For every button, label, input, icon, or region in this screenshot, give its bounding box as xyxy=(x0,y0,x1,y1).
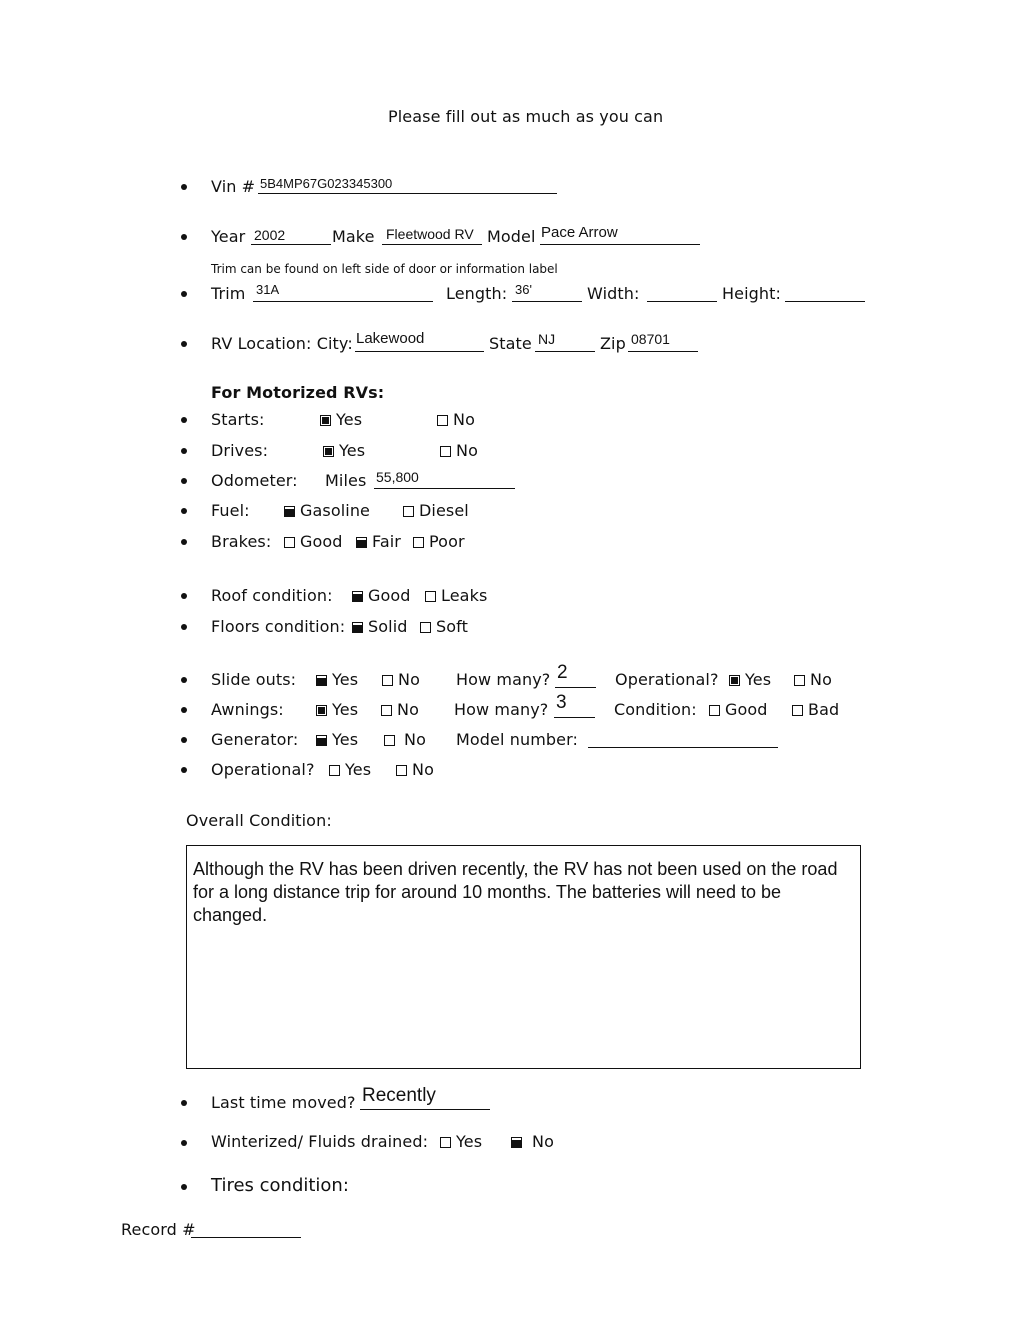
awnings-yes-option[interactable] xyxy=(316,700,358,719)
bullet xyxy=(181,508,187,514)
generator-label: Generator: xyxy=(211,730,299,749)
option-label: Solid xyxy=(368,617,408,636)
option-label: Yes xyxy=(332,700,359,719)
option-label: Yes xyxy=(336,410,363,429)
width-label: Width: xyxy=(587,284,640,303)
option-label: Yes xyxy=(332,730,359,749)
option-label: Good xyxy=(300,532,343,551)
last-moved-underline xyxy=(360,1109,490,1110)
overall-condition-textarea[interactable]: Although the RV has been driven recently, the RV has not been used on the road for a long distance trip for around 10 months. The batteries will need to be changed. xyxy=(186,845,861,1069)
height-label: Height: xyxy=(722,284,781,303)
slide-outs-no-option[interactable] xyxy=(382,670,420,689)
vin-underline xyxy=(258,193,557,194)
roof-good-option[interactable] xyxy=(352,586,411,605)
generator-model-label: Model number: xyxy=(456,730,578,749)
state-underline xyxy=(535,351,595,352)
generator-operational-no-option[interactable] xyxy=(396,760,434,779)
tires-condition-label: Tires condition: xyxy=(211,1175,349,1196)
length-field[interactable]: 36' xyxy=(515,282,532,297)
brakes-poor-option[interactable] xyxy=(413,532,465,551)
state-label: State xyxy=(489,334,532,353)
trim-field[interactable]: 31A xyxy=(256,282,280,297)
roof-label: Roof condition: xyxy=(211,586,333,605)
starts-label: Starts: xyxy=(211,410,265,429)
drives-no-option[interactable] xyxy=(440,441,478,460)
bullet xyxy=(181,539,187,545)
trim-underline xyxy=(253,301,433,302)
awnings-condition-bad-option[interactable] xyxy=(792,700,839,719)
checkbox-empty-icon[interactable] xyxy=(381,705,392,716)
option-label: No xyxy=(398,670,420,689)
winterized-no-option[interactable] xyxy=(511,1132,554,1151)
option-label: Yes xyxy=(745,670,772,689)
city-field[interactable]: Lakewood xyxy=(356,330,425,347)
checkbox-empty-icon[interactable] xyxy=(396,765,407,776)
make-label: Make xyxy=(332,227,375,246)
slide-outs-operational-label: Operational? xyxy=(615,670,719,689)
bullet xyxy=(181,1140,187,1146)
checkbox-empty-icon[interactable] xyxy=(403,506,414,517)
bullet xyxy=(181,234,187,240)
slide-outs-how-many-label: How many? xyxy=(456,670,551,689)
checkbox-empty-icon[interactable] xyxy=(382,675,393,686)
vin-label: Vin # xyxy=(211,177,256,196)
option-label: No xyxy=(810,670,832,689)
awnings-how-many-underline xyxy=(554,717,595,718)
last-moved-field[interactable]: Recently xyxy=(362,1085,436,1106)
option-label: Fair xyxy=(372,532,401,551)
bullet xyxy=(181,1100,187,1106)
option-label: Yes xyxy=(339,441,366,460)
slide-outs-how-many-field[interactable]: 2 xyxy=(557,662,568,683)
slide-outs-yes-option[interactable] xyxy=(316,670,358,689)
checkbox-empty-icon[interactable] xyxy=(284,537,295,548)
record-field[interactable] xyxy=(191,1237,301,1238)
odometer-underline xyxy=(374,488,515,489)
option-label: No xyxy=(453,410,475,429)
checkbox-empty-icon[interactable] xyxy=(709,705,720,716)
length-underline xyxy=(512,301,582,302)
year-label: Year xyxy=(211,227,246,246)
drives-yes-option[interactable] xyxy=(323,441,365,460)
model-field[interactable]: Pace Arrow xyxy=(541,224,618,241)
slide-outs-how-many-underline xyxy=(555,687,596,688)
option-label: Leaks xyxy=(441,586,488,605)
bullet xyxy=(181,478,187,484)
last-moved-label: Last time moved? xyxy=(211,1093,356,1112)
checkbox-empty-icon[interactable] xyxy=(329,765,340,776)
checkbox-checked-icon[interactable] xyxy=(316,705,327,716)
city-underline xyxy=(355,351,484,352)
awnings-condition-label: Condition: xyxy=(614,700,697,719)
checkbox-empty-icon[interactable] xyxy=(794,675,805,686)
checkbox-checked-icon[interactable] xyxy=(316,735,327,746)
brakes-fair-option[interactable] xyxy=(356,532,401,551)
bullet xyxy=(181,291,187,297)
record-label: Record # xyxy=(121,1220,196,1239)
slide-outs-operational-no-option[interactable] xyxy=(794,670,832,689)
bullet xyxy=(181,767,187,773)
option-label: Yes xyxy=(332,670,359,689)
fuel-label: Fuel: xyxy=(211,501,250,520)
state-field[interactable]: NJ xyxy=(538,331,556,347)
option-label: No xyxy=(456,441,478,460)
odometer-field[interactable]: 55,800 xyxy=(376,469,419,485)
brakes-label: Brakes: xyxy=(211,532,272,551)
bullet xyxy=(181,417,187,423)
checkbox-empty-icon[interactable] xyxy=(420,622,431,633)
model-label: Model xyxy=(487,227,536,246)
option-label: Diesel xyxy=(419,501,469,520)
make-field[interactable]: Fleetwood RV xyxy=(386,226,474,242)
option-label: Soft xyxy=(436,617,468,636)
option-label: No xyxy=(404,730,426,749)
floors-label: Floors condition: xyxy=(211,617,346,636)
zip-label: Zip xyxy=(600,334,626,353)
generator-no-option[interactable] xyxy=(384,730,426,749)
option-label: Yes xyxy=(345,760,372,779)
generator-operational-yes-option[interactable] xyxy=(329,760,371,779)
checkbox-checked-icon[interactable] xyxy=(352,622,363,633)
checkbox-empty-icon[interactable] xyxy=(440,446,451,457)
bullet xyxy=(181,593,187,599)
generator-yes-option[interactable] xyxy=(316,730,358,749)
option-label: Good xyxy=(368,586,411,605)
make-underline xyxy=(382,244,482,245)
awnings-no-option[interactable] xyxy=(381,700,419,719)
odometer-label: Odometer: xyxy=(211,471,298,490)
awnings-how-many-label: How many? xyxy=(454,700,549,719)
checkbox-empty-icon[interactable] xyxy=(425,591,436,602)
roof-leaks-option[interactable] xyxy=(425,586,487,605)
option-label: Gasoline xyxy=(300,501,371,520)
checkbox-empty-icon[interactable] xyxy=(440,1137,451,1148)
winterized-label: Winterized/ Fluids drained: xyxy=(211,1132,429,1151)
option-label: No xyxy=(532,1132,554,1151)
winterized-yes-option[interactable] xyxy=(440,1132,482,1151)
checkbox-checked-icon[interactable] xyxy=(323,446,334,457)
checkbox-empty-icon[interactable] xyxy=(792,705,803,716)
awnings-label: Awnings: xyxy=(211,700,284,719)
checkbox-empty-icon[interactable] xyxy=(437,415,448,426)
height-field[interactable] xyxy=(785,301,865,302)
zip-field[interactable]: 08701 xyxy=(631,331,670,347)
year-field[interactable]: 2002 xyxy=(254,227,286,243)
awnings-how-many-field[interactable]: 3 xyxy=(556,692,567,713)
fuel-diesel-option[interactable] xyxy=(403,501,469,520)
year-underline xyxy=(251,244,331,245)
brakes-good-option[interactable] xyxy=(284,532,343,551)
miles-label: Miles xyxy=(325,471,367,490)
floors-solid-option[interactable] xyxy=(352,617,408,636)
option-label: Bad xyxy=(808,700,840,719)
fuel-gasoline-option[interactable] xyxy=(284,501,370,520)
checkbox-checked-icon[interactable] xyxy=(316,675,327,686)
width-field[interactable] xyxy=(647,301,717,302)
option-label: No xyxy=(397,700,419,719)
checkbox-checked-icon[interactable] xyxy=(729,675,740,686)
bullet xyxy=(181,707,187,713)
slide-outs-label: Slide outs: xyxy=(211,670,297,689)
bullet xyxy=(181,677,187,683)
checkbox-empty-icon[interactable] xyxy=(413,537,424,548)
checkbox-empty-icon[interactable] xyxy=(384,735,395,746)
motorized-heading: For Motorized RVs: xyxy=(211,383,385,402)
drives-label: Drives: xyxy=(211,441,269,460)
generator-model-field[interactable] xyxy=(588,747,778,748)
checkbox-checked-icon[interactable] xyxy=(352,591,363,602)
option-label: Yes xyxy=(456,1132,483,1151)
slide-outs-operational-yes-option[interactable] xyxy=(729,670,771,689)
starts-yes-option[interactable] xyxy=(320,410,362,429)
zip-underline xyxy=(628,351,698,352)
bullet xyxy=(181,184,187,190)
bullet xyxy=(181,1184,187,1190)
awnings-condition-good-option[interactable] xyxy=(709,700,768,719)
checkbox-checked-icon[interactable] xyxy=(284,506,295,517)
bullet xyxy=(181,737,187,743)
checkbox-checked-icon[interactable] xyxy=(356,537,367,548)
trim-note: Trim can be found on left side of door or information label xyxy=(211,262,558,276)
overall-condition-label: Overall Condition: xyxy=(186,811,332,830)
checkbox-checked-icon[interactable] xyxy=(511,1137,522,1148)
floors-soft-option[interactable] xyxy=(420,617,468,636)
length-label: Length: xyxy=(446,284,508,303)
option-label: Good xyxy=(725,700,768,719)
model-underline xyxy=(540,244,700,245)
bullet xyxy=(181,341,187,347)
city-label: RV Location: City: xyxy=(211,334,353,353)
form-instruction: Please fill out as much as you can xyxy=(388,107,664,126)
checkbox-checked-icon[interactable] xyxy=(320,415,331,426)
vin-field[interactable]: 5B4MP67G023345300 xyxy=(260,176,393,191)
starts-no-option[interactable] xyxy=(437,410,475,429)
trim-label: Trim xyxy=(211,284,246,303)
bullet xyxy=(181,624,187,630)
option-label: No xyxy=(412,760,434,779)
bullet xyxy=(181,448,187,454)
generator-operational-label: Operational? xyxy=(211,760,315,779)
option-label: Poor xyxy=(429,532,465,551)
